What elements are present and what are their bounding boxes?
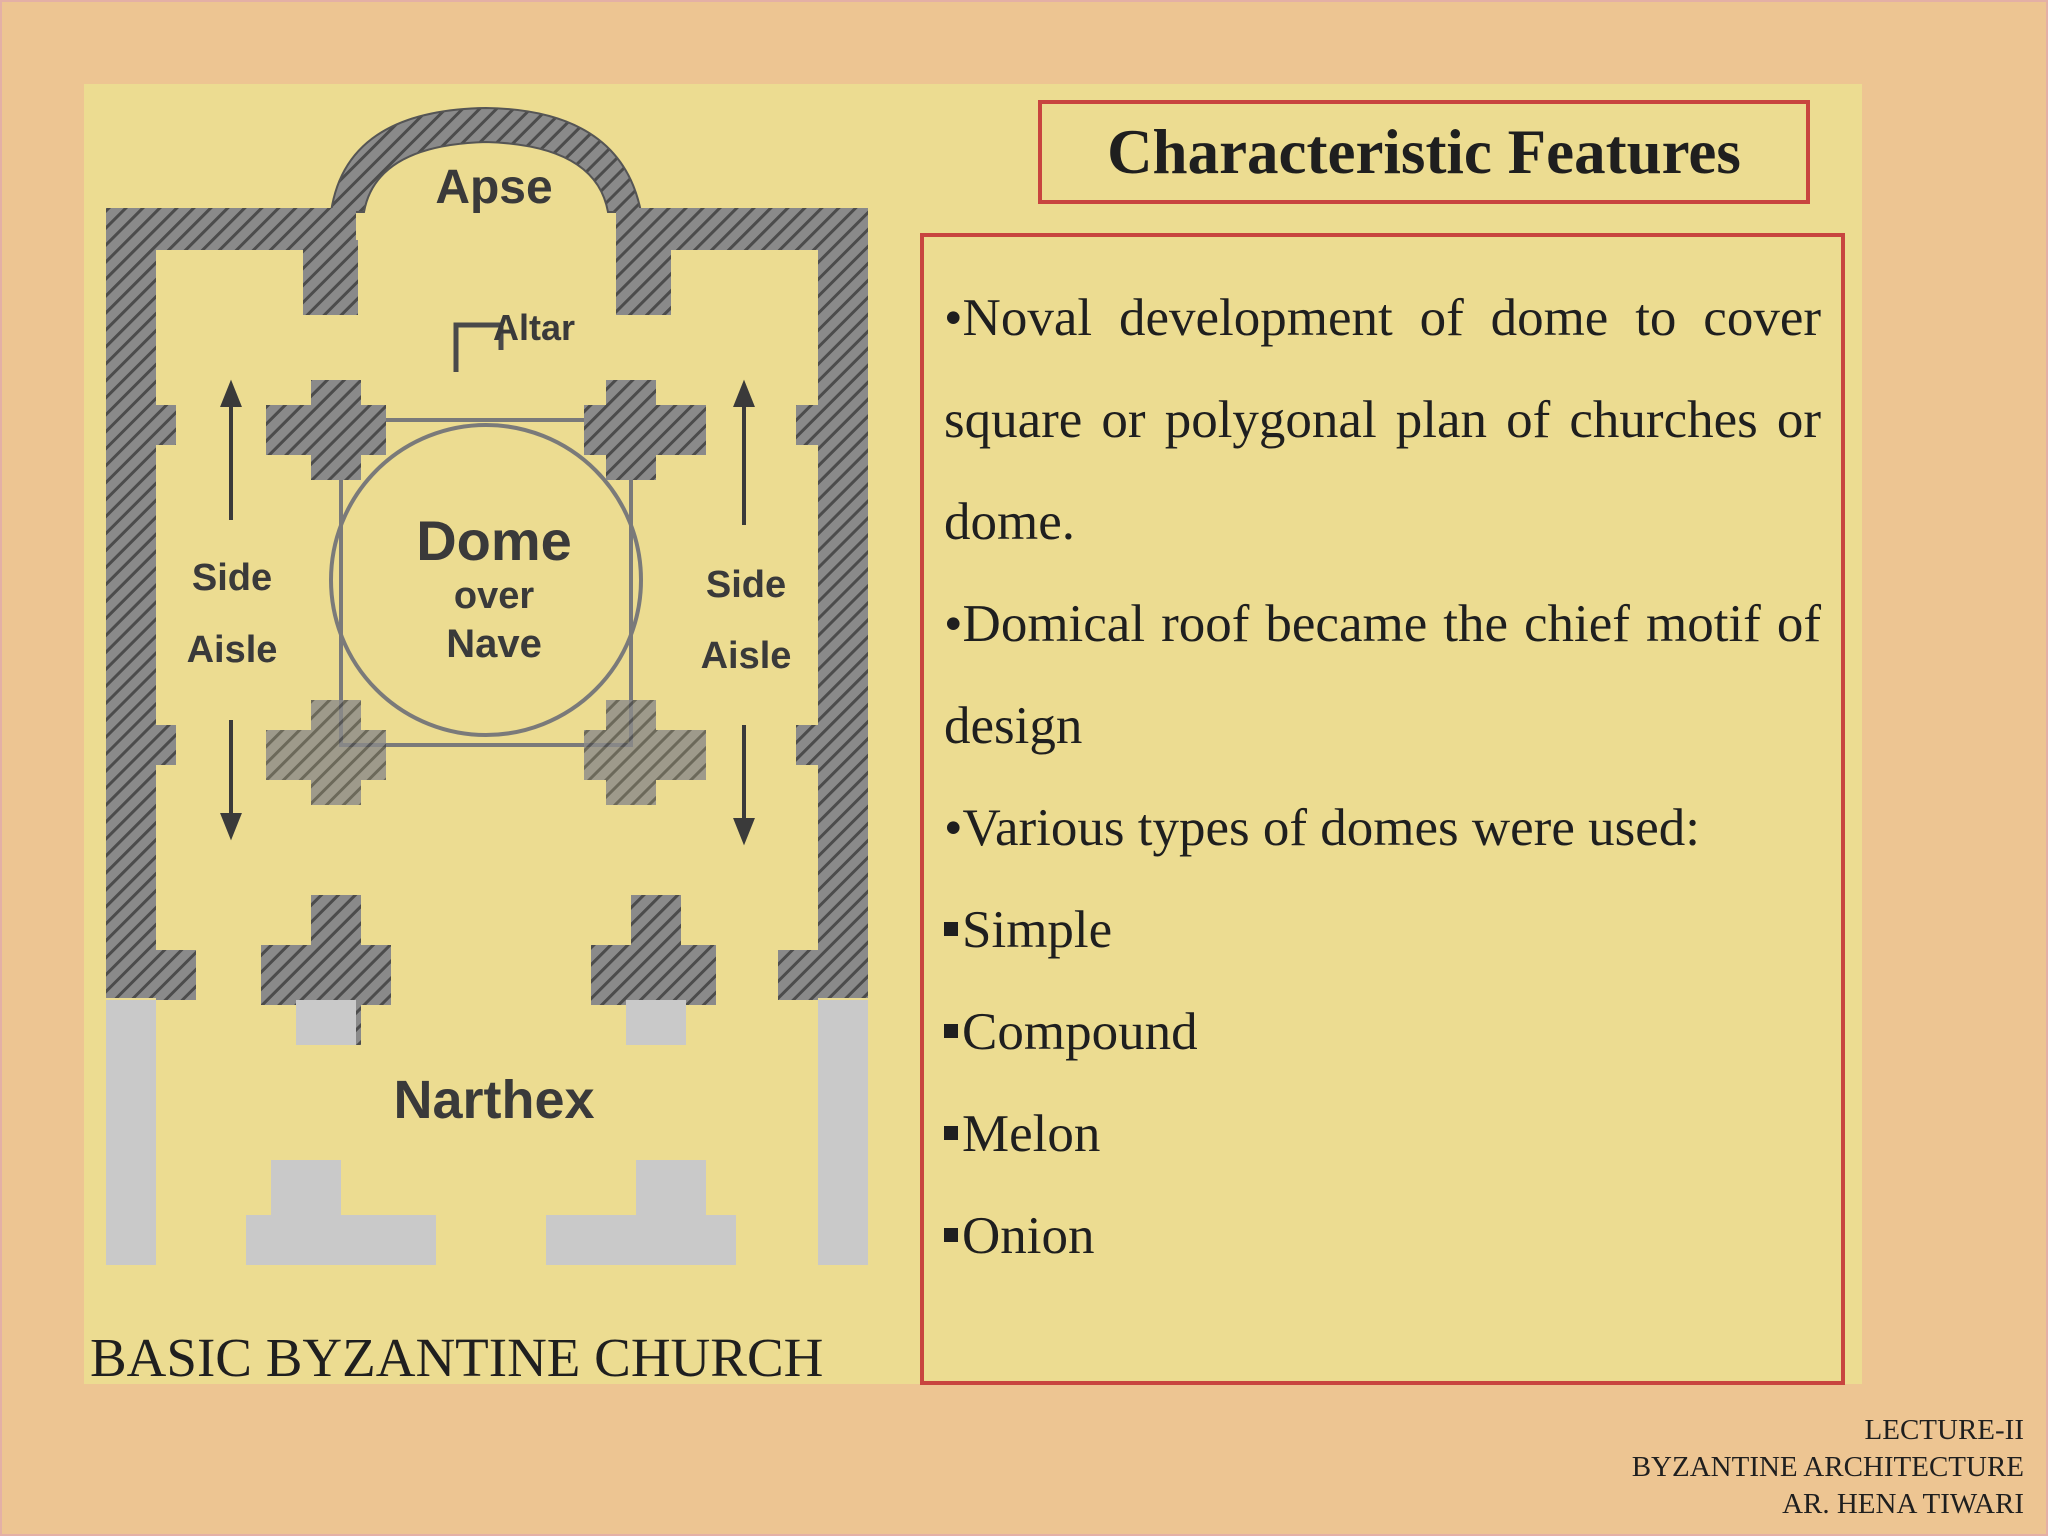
title-box	[1038, 100, 1810, 204]
arrow-left-down	[223, 720, 239, 835]
arrow-left-up	[223, 385, 239, 520]
pier-top-right	[584, 380, 706, 480]
dome-type-item: Onion	[944, 1185, 1821, 1287]
label-apse: Apse	[435, 161, 553, 214]
label-over: over	[453, 575, 535, 617]
bullet-3: •Various types of domes were used:	[944, 799, 1700, 857]
plan-caption: BASIC BYZANTINE CHURCH	[90, 1327, 824, 1388]
label-aisle-right: Aisle	[700, 635, 792, 677]
dome-type-item: Compound	[944, 981, 1821, 1083]
footer	[1632, 1412, 2024, 1523]
bullet-2: •Domical roof became the chief motif of design	[944, 595, 1821, 755]
narthex-pier-left	[246, 1160, 436, 1265]
arrow-right-up	[736, 385, 752, 525]
square-bullet-icon	[944, 1228, 958, 1242]
footer-author: AR. HENA TIWARI	[1782, 1488, 2024, 1520]
square-bullet-icon	[944, 1126, 958, 1140]
narthex-wall-right	[818, 1000, 868, 1265]
footer-lecture: LECTURE-II	[1864, 1414, 2024, 1446]
square-bullet-icon	[944, 1024, 958, 1038]
pier-top-left	[266, 380, 386, 480]
label-altar: Altar	[492, 307, 576, 348]
pier-bottom-left	[266, 700, 386, 805]
dome-type-item: Melon	[944, 1083, 1821, 1185]
features-box	[920, 233, 1845, 1385]
narthex-pier-right	[546, 1160, 736, 1265]
label-side-right: Side	[705, 564, 787, 606]
label-nave: Nave	[446, 622, 542, 666]
dome-type-item: Simple	[944, 879, 1821, 981]
left-wall	[106, 208, 156, 998]
church-floor-plan	[96, 100, 876, 1270]
square-bullet-icon	[944, 922, 958, 936]
right-wall	[818, 208, 868, 998]
narthex-wall-left	[106, 1000, 156, 1265]
label-side-left: Side	[191, 557, 273, 599]
footer-course: BYZANTINE ARCHITECTURE	[1631, 1451, 2024, 1483]
label-narthex: Narthex	[393, 1070, 595, 1130]
slide-title: Characteristic Features	[1107, 116, 1741, 187]
arrow-right-down	[736, 725, 752, 840]
pier-bottom-right	[584, 700, 706, 805]
label-dome: Dome	[416, 509, 572, 572]
bullet-1: •Noval development of dome to cover square or polygonal plan of churches or dome.	[944, 289, 1821, 551]
label-aisle-left: Aisle	[186, 629, 278, 671]
